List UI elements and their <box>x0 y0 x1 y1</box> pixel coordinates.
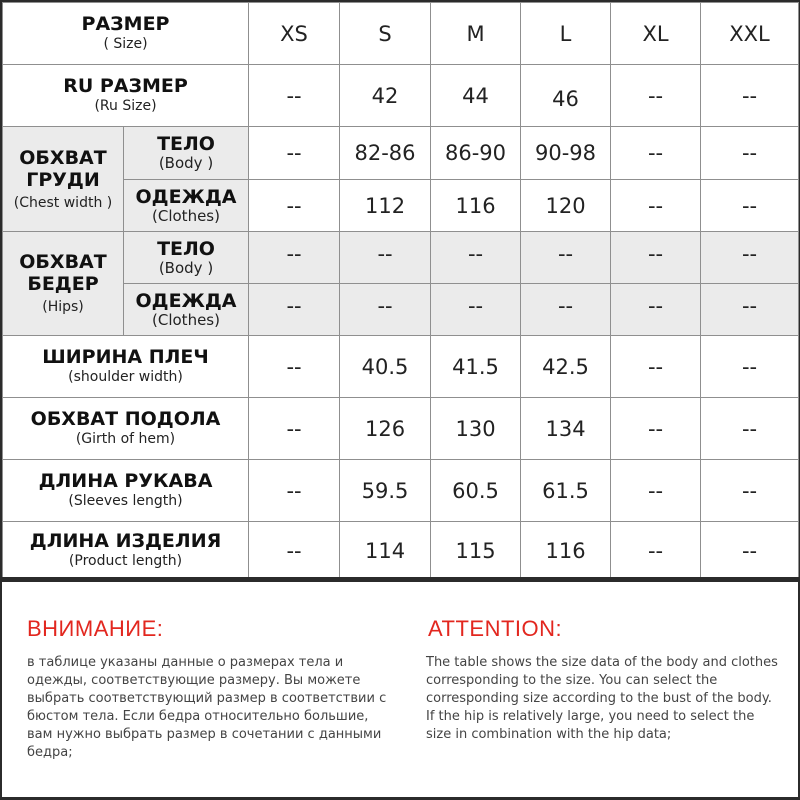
ru-size-value: -- <box>249 65 340 127</box>
hips-body-row <box>3 232 799 284</box>
chest-clothes-value: 120 <box>521 180 611 232</box>
header-row <box>3 3 799 65</box>
hips-body-value: -- <box>701 232 799 284</box>
hips-body-sub: (Body ) <box>158 258 214 277</box>
attention-ru-text: в таблице указаны данные о размерах тела и одежды, соответствующие размеру. Вы можете выбрать соответствующий размер в соответствии с бюстом тела. Если бедра относительно большие, вам нужно выбрать размер в сочетании с данными бедра; <box>27 655 387 760</box>
sleeve-value: 61.5 <box>521 460 611 522</box>
hips-label-line1: ОБХВАТ <box>19 251 107 273</box>
hips-clothes-value: -- <box>249 284 340 336</box>
size-col-xl: XL <box>611 3 701 65</box>
hem-sub: (Girth of hem) <box>75 431 176 447</box>
hips-clothes-value: -- <box>431 284 521 336</box>
hips-body-value: -- <box>431 232 521 284</box>
chest-group-cell <box>3 127 124 232</box>
hem-label: ОБХВАТ ПОДОЛА <box>30 408 221 430</box>
sleeve-row <box>3 460 799 522</box>
hem-value: -- <box>701 398 799 460</box>
ru-size-value: -- <box>611 65 701 127</box>
chest-body-value: 90-98 <box>521 127 611 180</box>
shoulder-value: 40.5 <box>340 336 431 398</box>
chest-body-value: 86-90 <box>431 127 521 180</box>
hem-value: 134 <box>521 398 611 460</box>
chest-clothes-value: 112 <box>340 180 431 232</box>
hips-body-label-cell <box>124 232 249 284</box>
sleeve-value: 59.5 <box>340 460 431 522</box>
ru-size-row <box>3 65 799 127</box>
chest-body-value: -- <box>249 127 340 180</box>
hips-body-value: -- <box>249 232 340 284</box>
length-value: -- <box>249 522 340 580</box>
ru-size-label: RU РАЗМЕР <box>63 75 188 97</box>
chest-body-value: -- <box>611 127 701 180</box>
hem-value: -- <box>611 398 701 460</box>
sleeve-value: -- <box>611 460 701 522</box>
hips-sub: (Hips) <box>42 299 84 315</box>
sleeve-label: ДЛИНА РУКАВА <box>38 470 213 492</box>
sleeve-value: -- <box>701 460 799 522</box>
length-value: 116 <box>521 522 611 580</box>
chest-body-value: -- <box>701 127 799 180</box>
chest-label-line2: ГРУДИ <box>26 168 100 191</box>
hem-value: -- <box>249 398 340 460</box>
hem-value: 126 <box>340 398 431 460</box>
ru-size-label-cell <box>3 65 249 127</box>
chest-clothes-label-cell <box>124 180 249 232</box>
sleeve-sub: (Sleeves length) <box>68 493 183 509</box>
chest-sub: (Chest width ) <box>13 194 113 211</box>
sleeve-label-cell <box>3 460 249 522</box>
chest-body-label-cell <box>124 127 249 180</box>
shoulder-label: ШИРИНА ПЛЕЧ <box>42 346 209 368</box>
hips-clothes-value: -- <box>340 284 431 336</box>
attention-en-title: ATTENTION: <box>428 616 563 641</box>
size-header-label: РАЗМЕР <box>81 13 170 35</box>
length-label: ДЛИНА ИЗДЕЛИЯ <box>29 530 222 552</box>
length-value: -- <box>611 522 701 580</box>
size-col-xxl: XXL <box>701 3 799 65</box>
chest-clothes-value: -- <box>701 180 799 232</box>
ru-size-value: -- <box>701 65 799 127</box>
size-col-s: S <box>340 3 431 65</box>
chest-clothes-sub: (Clothes) <box>152 206 220 225</box>
chest-clothes-value: -- <box>249 180 340 232</box>
sleeve-value: -- <box>249 460 340 522</box>
size-header-cell <box>3 3 249 65</box>
hips-body-value: -- <box>340 232 431 284</box>
shoulder-value: 42.5 <box>521 336 611 398</box>
chest-label-line1: ОБХВАТ <box>19 146 107 169</box>
hem-value: 130 <box>431 398 521 460</box>
size-col-m: M <box>431 3 521 65</box>
attention-ru-title: ВНИМАНИЕ: <box>27 616 164 641</box>
hips-clothes-label-cell <box>124 284 249 336</box>
ru-size-value: 42 <box>340 65 431 127</box>
size-col-xs: XS <box>249 3 340 65</box>
size-table <box>2 2 799 580</box>
chest-body-sub: (Body ) <box>158 154 214 172</box>
length-value: 114 <box>340 522 431 580</box>
ru-size-value: 44 <box>431 65 521 127</box>
table-bottom-border <box>0 577 800 582</box>
hips-body-value: -- <box>521 232 611 284</box>
shoulder-row <box>3 336 799 398</box>
size-col-l: L <box>521 3 611 65</box>
hips-clothes-value: -- <box>701 284 799 336</box>
hips-clothes-value: -- <box>611 284 701 336</box>
hips-clothes-sub: (Clothes) <box>152 310 220 329</box>
length-value: -- <box>701 522 799 580</box>
chest-body-label: ТЕЛО <box>157 133 215 155</box>
chest-body-row <box>3 127 799 180</box>
hips-label-line2: БЕДЕР <box>27 273 99 295</box>
shoulder-value: -- <box>249 336 340 398</box>
length-row <box>3 522 799 580</box>
hips-body-value: -- <box>611 232 701 284</box>
hem-row <box>3 398 799 460</box>
chest-body-value: 82-86 <box>340 127 431 180</box>
ru-size-value: 46 <box>521 65 611 127</box>
length-label-cell <box>3 522 249 580</box>
shoulder-label-cell <box>3 336 249 398</box>
ru-size-sub: (Ru Size) <box>94 98 157 114</box>
shoulder-value: -- <box>701 336 799 398</box>
shoulder-value: -- <box>611 336 701 398</box>
shoulder-sub: (shoulder width) <box>68 369 183 385</box>
hips-body-label: ТЕЛО <box>157 237 215 260</box>
chest-clothes-value: 116 <box>431 180 521 232</box>
hem-label-cell <box>3 398 249 460</box>
length-value: 115 <box>431 522 521 580</box>
shoulder-value: 41.5 <box>431 336 521 398</box>
hips-clothes-label: ОДЕЖДА <box>135 289 237 312</box>
hips-clothes-value: -- <box>521 284 611 336</box>
length-sub: (Product length) <box>68 553 183 569</box>
attention-en-text: The table shows the size data of the body and clothes corresponding to the size. You can select the corresponding size according to the bust of the body. If the hip is relatively large, you need to select the size in combination with the hip data; <box>426 655 778 742</box>
chest-clothes-label: ОДЕЖДА <box>135 185 237 208</box>
chest-clothes-value: -- <box>611 180 701 232</box>
sleeve-value: 60.5 <box>431 460 521 522</box>
hips-group-cell <box>3 232 124 336</box>
size-header-sub: ( Size) <box>103 36 148 52</box>
